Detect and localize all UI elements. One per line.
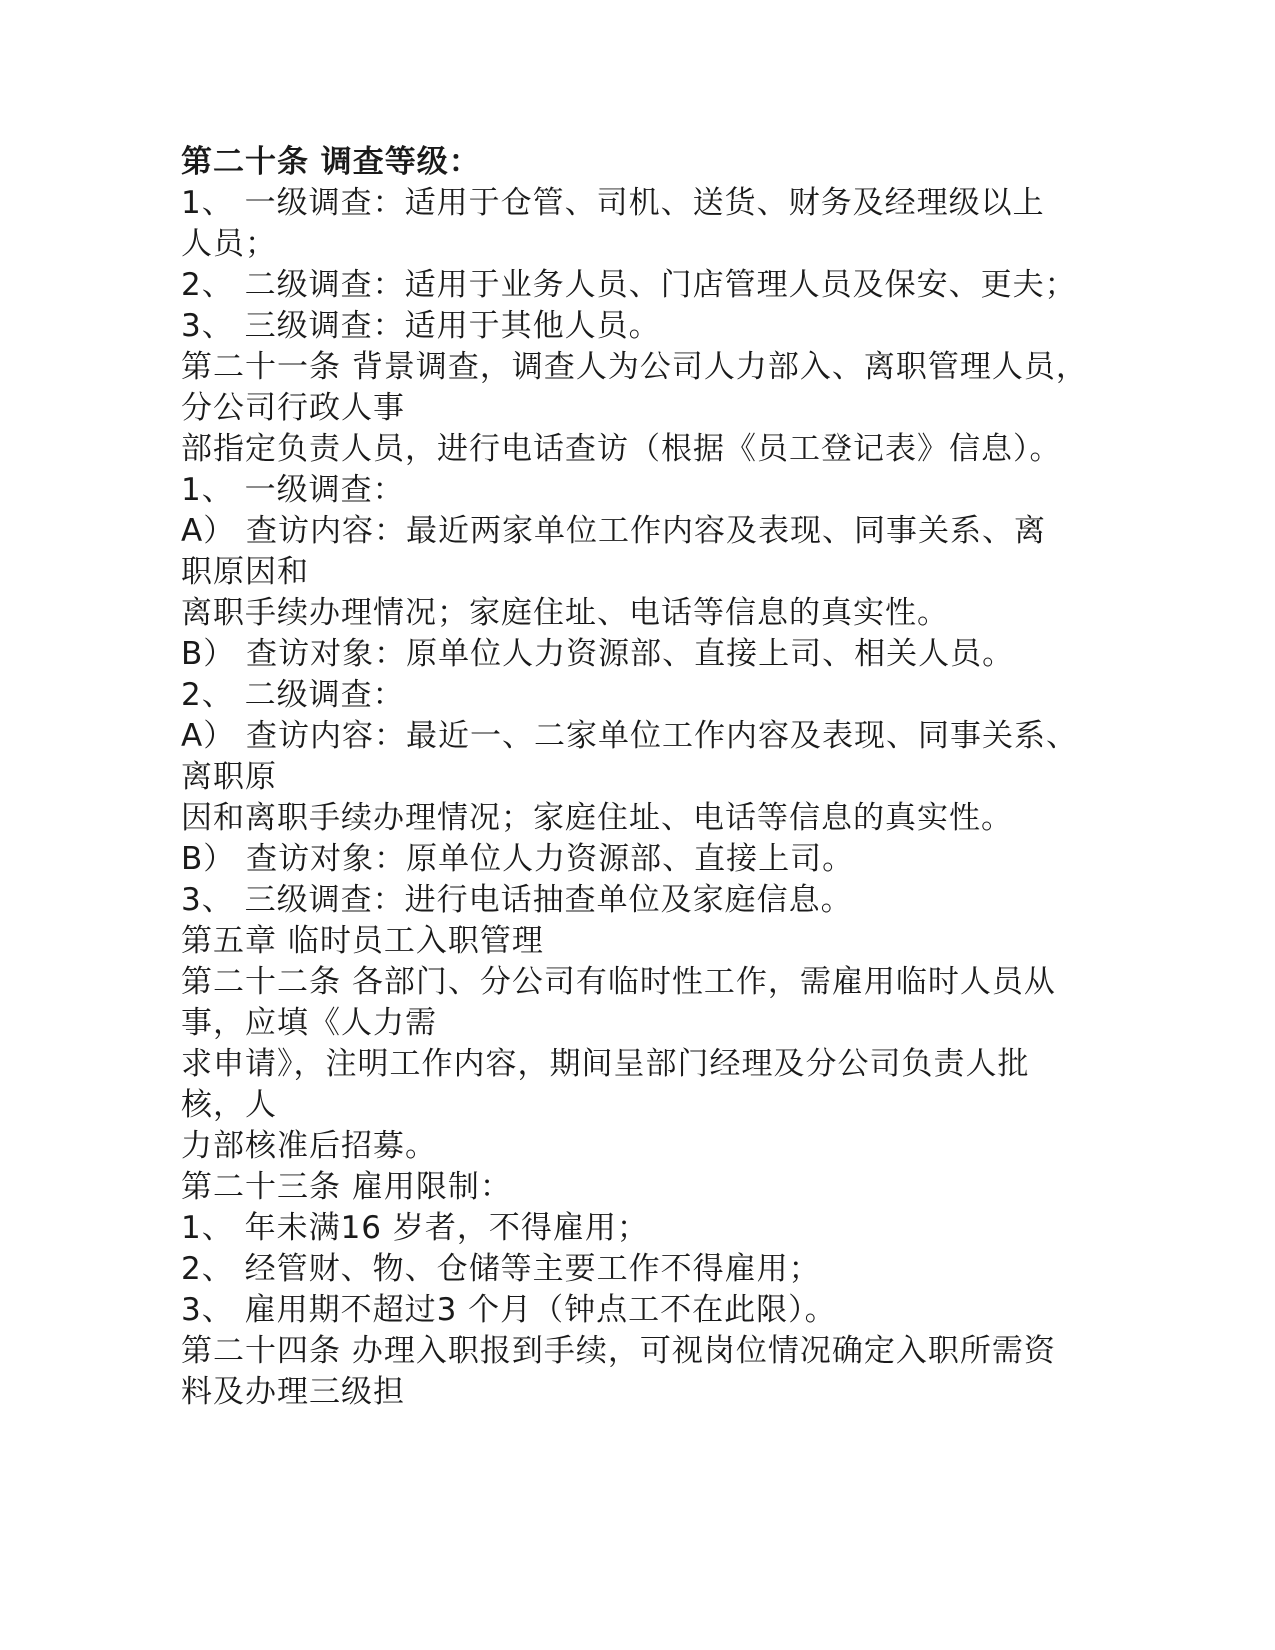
text-line: 力部核准后招募。	[181, 1128, 437, 1164]
text-line: 3、 三级调查：进行电话抽查单位及家庭信息。	[181, 882, 853, 918]
text-line: 事，应填《人力需	[181, 1005, 437, 1041]
text-line: 因和离职手续办理情况；家庭住址、电话等信息的真实性。	[181, 800, 1013, 836]
text-line: A） 查访内容：最近一、二家单位工作内容及表现、同事关系、	[181, 718, 1079, 754]
text-line: 部指定负责人员，进行电话查访（根据《员工登记表》信息）。	[181, 431, 1062, 467]
text-line: 1、 一级调查：适用于仓管、司机、送货、财务及经理级以上	[181, 185, 1045, 221]
text-line: 2、 二级调查：适用于业务人员、门店管理人员及保安、更夫；	[181, 267, 1077, 303]
article-21-heading: 第二十一条 背景调查，调查人为公司人力部入、离职管理人员，	[181, 349, 1088, 385]
text-line: 2、 二级调查：	[181, 677, 405, 713]
text-line: 2、 经管财、物、仓储等主要工作不得雇用；	[181, 1251, 821, 1287]
text-line: 核，人	[181, 1087, 277, 1123]
text-line: 3、 雇用期不超过3 个月（钟点工不在此限）。	[181, 1292, 837, 1328]
article-24-heading: 第二十四条 办理入职报到手续，可视岗位情况确定入职所需资	[181, 1333, 1056, 1369]
text-line: 人员；	[181, 226, 277, 262]
text-line: 职原因和	[181, 554, 309, 590]
text-line: 求申请》，注明工作内容，期间呈部门经理及分公司负责人批	[181, 1046, 1030, 1082]
text-line: B） 查访对象：原单位人力资源部、直接上司、相关人员。	[181, 636, 1015, 672]
text-line: 1、 年未满16 岁者，不得雇用；	[181, 1210, 649, 1246]
text-line: 1、 一级调查：	[181, 472, 405, 508]
text-line: A） 查访内容：最近两家单位工作内容及表现、同事关系、离	[181, 513, 1047, 549]
chapter-5-heading: 第五章 临时员工入职管理	[181, 923, 544, 959]
document-body	[181, 142, 1088, 1413]
article-22-heading: 第二十二条 各部门、分公司有临时性工作，需雇用临时人员从	[181, 964, 1056, 1000]
article-23-heading: 第二十三条 雇用限制：	[181, 1169, 512, 1205]
text-line: 3、 三级调查：适用于其他人员。	[181, 308, 661, 344]
text-line: 分公司行政人事	[181, 390, 405, 426]
article-20-heading: 第二十条 调查等级：	[181, 144, 481, 180]
text-line: 离职手续办理情况；家庭住址、电话等信息的真实性。	[181, 595, 949, 631]
text-line: B） 查访对象：原单位人力资源部、直接上司。	[181, 841, 855, 877]
text-line: 离职原	[181, 759, 277, 795]
text-line: 料及办理三级担	[181, 1374, 405, 1410]
